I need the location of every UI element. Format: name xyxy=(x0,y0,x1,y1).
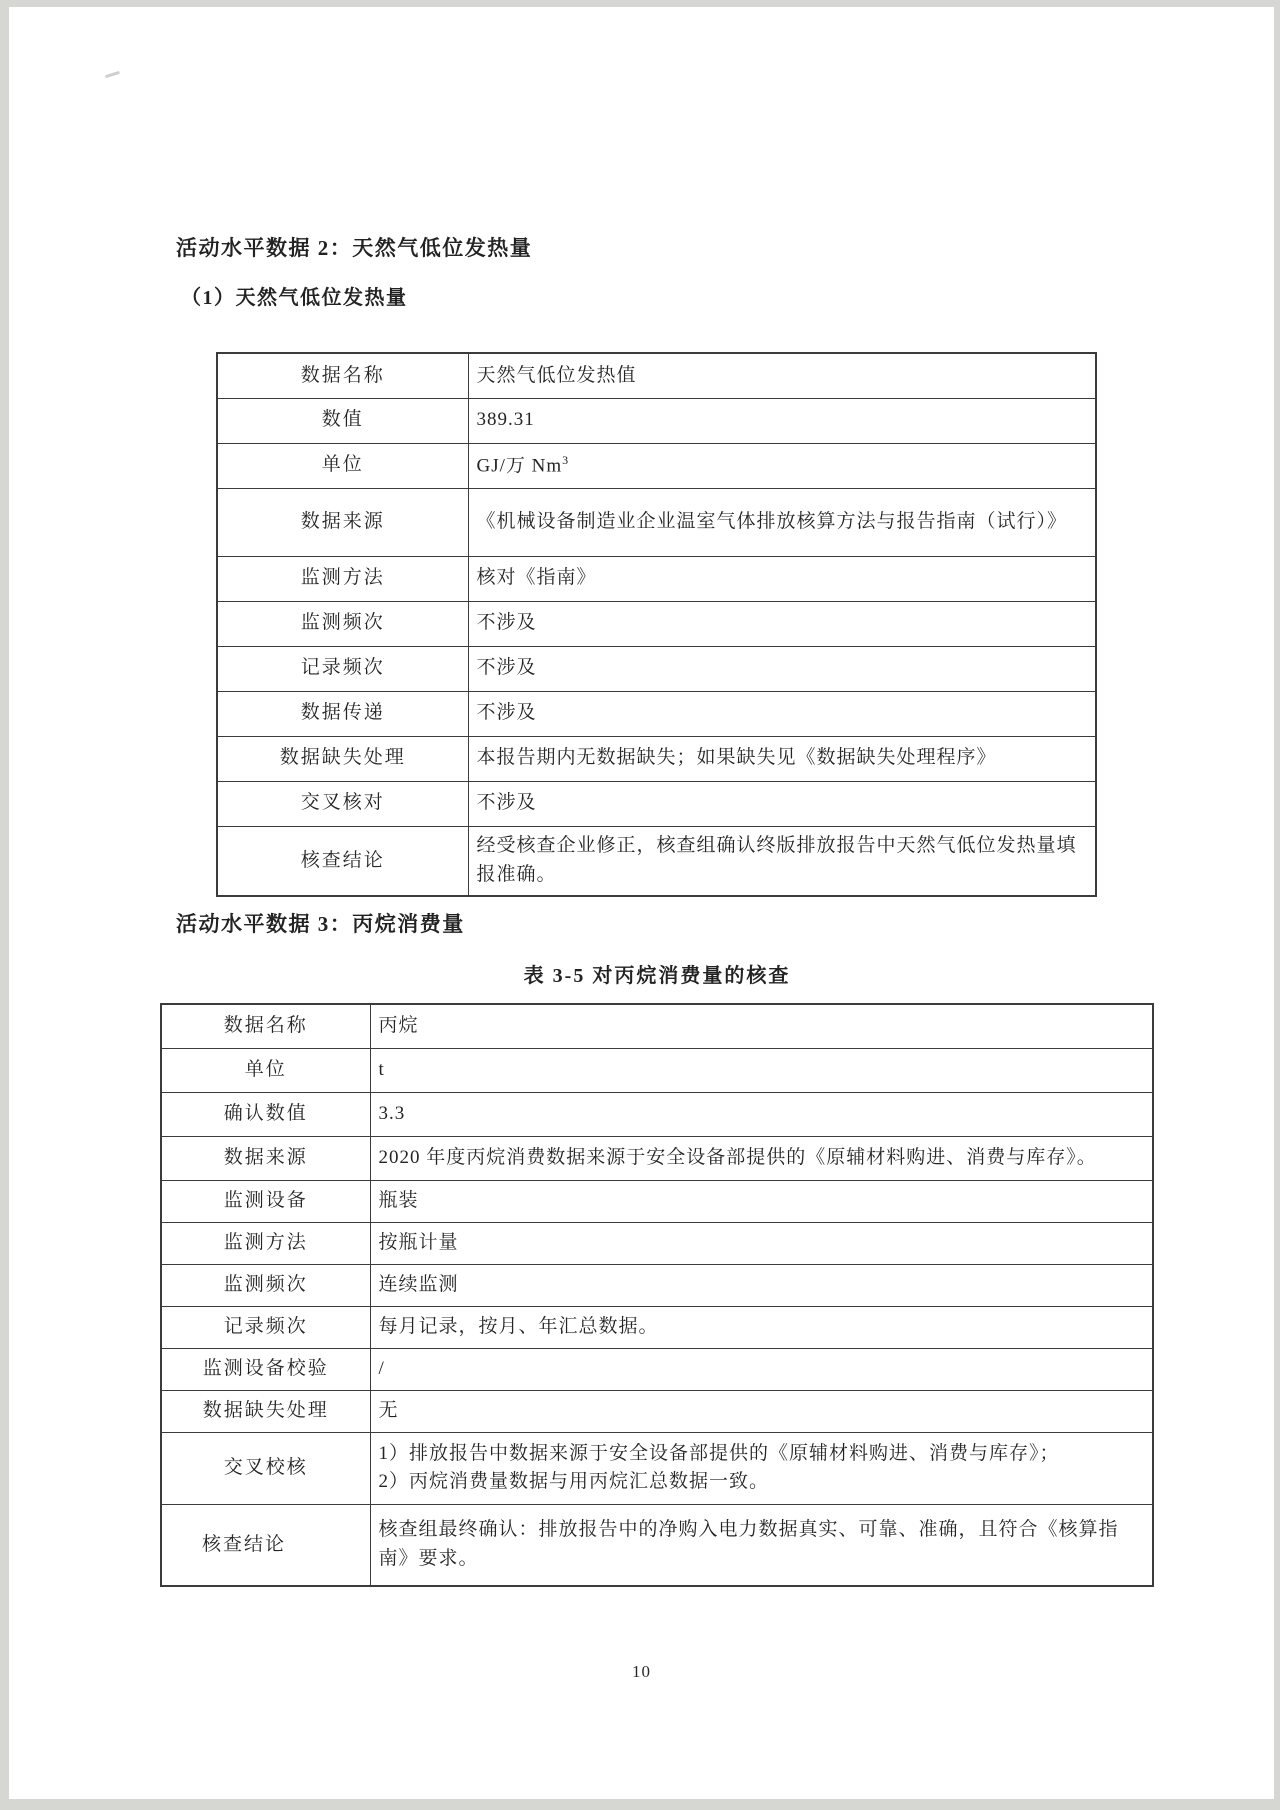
row-label: 单位 xyxy=(161,1048,370,1092)
row-value: 不涉及 xyxy=(468,691,1096,736)
table-row xyxy=(217,556,1096,601)
table-row xyxy=(217,646,1096,691)
row-value: 不涉及 xyxy=(468,781,1096,826)
row-value: 核查组最终确认：排放报告中的净购入电力数据真实、可靠、准确，且符合《核算指南》要求。 xyxy=(370,1504,1153,1586)
row-label: 单位 xyxy=(217,443,468,488)
row-value: 连续监测 xyxy=(370,1264,1153,1306)
row-label: 数据来源 xyxy=(161,1136,370,1180)
table-row xyxy=(161,1048,1153,1092)
table-row xyxy=(217,398,1096,443)
row-value: 按瓶计量 xyxy=(370,1222,1153,1264)
row-value: 2020 年度丙烷消费数据来源于安全设备部提供的《原辅材料购进、消费与库存》。 xyxy=(370,1136,1153,1180)
table-row xyxy=(217,691,1096,736)
row-label: 监测方法 xyxy=(217,556,468,601)
row-value: 核对《指南》 xyxy=(468,556,1096,601)
table-row xyxy=(161,1348,1153,1390)
row-value: 天然气低位发热值 xyxy=(468,353,1096,398)
table-row xyxy=(161,1136,1153,1180)
row-label: 数值 xyxy=(217,398,468,443)
row-value: 《机械设备制造业企业温室气体排放核算方法与报告指南（试行）》 xyxy=(468,488,1096,556)
row-value: 每月记录，按月、年汇总数据。 xyxy=(370,1306,1153,1348)
nat-gas-heating-value-table xyxy=(216,352,1097,897)
row-label: 监测设备校验 xyxy=(161,1348,370,1390)
row-label: 监测频次 xyxy=(217,601,468,646)
section-heading-activity-data-3: 活动水平数据 3：丙烷消费量 xyxy=(176,912,465,936)
table-caption: 表 3-5 对丙烷消费量的核查 xyxy=(523,965,791,987)
row-label: 记录频次 xyxy=(217,646,468,691)
section1-subheading: （1）天然气低位发热量 xyxy=(181,287,408,309)
row-label: 监测方法 xyxy=(161,1222,370,1264)
row-label: 交叉校核 xyxy=(161,1432,370,1504)
row-label: 数据缺失处理 xyxy=(217,736,468,781)
row-value: 不涉及 xyxy=(468,601,1096,646)
table-row xyxy=(161,1092,1153,1136)
page-number: 10 xyxy=(632,1662,651,1681)
row-label: 数据来源 xyxy=(217,488,468,556)
cross-check-line-2: 2）丙烷消费量数据与用丙烷汇总数据一致。 xyxy=(378,1471,770,1492)
row-label: 确认数值 xyxy=(161,1092,370,1136)
row-value: 丙烷 xyxy=(370,1004,1153,1048)
table-row xyxy=(217,736,1096,781)
table-row xyxy=(217,443,1096,488)
row-value: 无 xyxy=(370,1390,1153,1432)
row-label: 核查结论 xyxy=(161,1504,370,1586)
cross-check-line-1: 1）排放报告中数据来源于安全设备部提供的《原辅材料购进、消费与库存》； xyxy=(378,1442,1060,1464)
unit-text: GJ/万 Nm xyxy=(476,454,563,476)
table-row xyxy=(161,1390,1153,1432)
table-row xyxy=(161,1180,1153,1222)
row-value xyxy=(370,1432,1153,1504)
unit-superscript: 3 xyxy=(562,452,569,467)
table-row xyxy=(217,353,1096,398)
row-label: 数据名称 xyxy=(161,1004,370,1048)
row-value: 瓶装 xyxy=(370,1180,1153,1222)
table-row xyxy=(217,826,1096,896)
row-label: 交叉核对 xyxy=(217,781,468,826)
section-heading-activity-data-2: 活动水平数据 2：天然气低位发热量 xyxy=(176,236,533,260)
table-row xyxy=(217,781,1096,826)
table-row xyxy=(161,1504,1153,1586)
scan-artifact-mark xyxy=(105,71,120,78)
document-page xyxy=(9,7,1274,1799)
row-value: 3.3 xyxy=(370,1092,1153,1136)
row-value: t xyxy=(370,1048,1153,1092)
table-row xyxy=(217,601,1096,646)
table-row xyxy=(161,1222,1153,1264)
table-row xyxy=(161,1432,1153,1504)
row-value: 389.31 xyxy=(468,398,1096,443)
propane-consumption-table xyxy=(160,1003,1154,1587)
row-label: 监测频次 xyxy=(161,1264,370,1306)
table-row xyxy=(161,1306,1153,1348)
row-value: 经受核查企业修正，核查组确认终版排放报告中天然气低位发热量填报准确。 xyxy=(468,826,1096,896)
row-label: 监测设备 xyxy=(161,1180,370,1222)
row-value: / xyxy=(370,1348,1153,1390)
row-value xyxy=(468,443,1096,488)
row-label: 记录频次 xyxy=(161,1306,370,1348)
table-row xyxy=(161,1264,1153,1306)
row-value: 本报告期内无数据缺失；如果缺失见《数据缺失处理程序》 xyxy=(468,736,1096,781)
table-row xyxy=(161,1004,1153,1048)
row-label: 数据缺失处理 xyxy=(161,1390,370,1432)
row-label: 数据名称 xyxy=(217,353,468,398)
row-label: 核查结论 xyxy=(217,826,468,896)
row-label: 数据传递 xyxy=(217,691,468,736)
table-row xyxy=(217,488,1096,556)
row-value: 不涉及 xyxy=(468,646,1096,691)
